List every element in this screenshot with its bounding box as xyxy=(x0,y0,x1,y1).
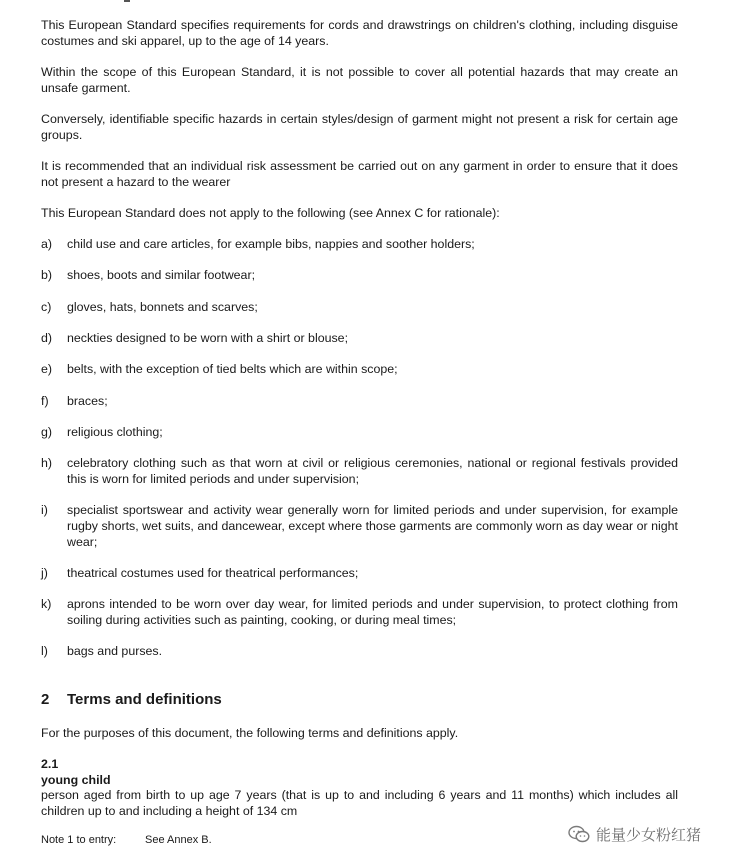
list-item-label: j) xyxy=(41,566,48,580)
list-item-label: c) xyxy=(41,300,52,314)
scope-paragraph-4: It is recommended that an individual risk assessment be carried out on any garment in order to ensure that it does not present a hazard to the wearer xyxy=(41,159,678,189)
list-item-text: shoes, boots and similar footwear; xyxy=(67,268,256,282)
list-item-label: b) xyxy=(41,268,53,282)
list-item-label: l) xyxy=(41,644,48,658)
list-item-text: gloves, hats, bonnets and scarves; xyxy=(67,300,258,314)
list-item-text: theatrical costumes used for theatrical performances; xyxy=(67,566,359,580)
term-definition: person aged from birth to up age 7 years (that is up to and including 6 years and 11 months) which includes all children up to and including a height of 134 cm xyxy=(41,788,678,818)
section-title: Terms and definitions xyxy=(67,691,222,708)
list-item-label: g) xyxy=(41,425,53,439)
term-name: young child xyxy=(41,773,111,787)
term-number: 2.1 xyxy=(41,757,59,771)
wechat-icon xyxy=(568,825,590,844)
list-item-label: i) xyxy=(41,503,48,517)
scope-paragraph-1: This European Standard specifies requirements for cords and drawstrings on children's clothing, including disguise costumes and ski apparel, up to the age of 14 years. xyxy=(41,18,678,48)
list-item-label: h) xyxy=(41,456,53,470)
list-item-text: child use and care articles, for example bibs, nappies and soother holders; xyxy=(67,237,475,251)
list-item-label: f) xyxy=(41,394,49,408)
list-item-text: celebratory clothing such as that worn at civil or religious ceremonies, national or regional festivals provided this is worn for limited periods and under supervision; xyxy=(67,456,678,486)
list-item-label: d) xyxy=(41,331,53,345)
list-item-text: belts, with the exception of tied belts which are within scope; xyxy=(67,362,398,376)
page-edge-mark xyxy=(124,0,130,2)
list-item-label: a) xyxy=(41,237,53,251)
watermark-text: 能量少女粉红猪 xyxy=(596,825,702,844)
note-label: Note 1 to entry: xyxy=(41,834,117,846)
scope-paragraph-5: This European Standard does not apply to the following (see Annex C for rationale): xyxy=(41,206,500,220)
section-number: 2 xyxy=(41,691,50,708)
list-item-label: k) xyxy=(41,597,52,611)
section-intro: For the purposes of this document, the following terms and definitions apply. xyxy=(41,726,459,740)
watermark xyxy=(568,821,738,847)
list-item-text: aprons intended to be worn over day wear, for limited periods and under supervision, to protect clothing from soiling during activities such as painting, cooking, or during meal times; xyxy=(67,597,678,627)
list-item-text: braces; xyxy=(67,394,108,408)
scope-paragraph-2: Within the scope of this European Standard, it is not possible to cover all potential hazards that may create an unsafe garment. xyxy=(41,65,678,95)
note-text: See Annex B. xyxy=(145,834,212,846)
list-item-text: religious clothing; xyxy=(67,425,163,439)
list-item-text: bags and purses. xyxy=(67,644,163,658)
list-item-text: specialist sportswear and activity wear generally worn for limited periods and under supervision, for example rugby shorts, wet suits, and dancewear, except where those garments are commonly worn as day wear or night wear; xyxy=(67,503,678,549)
scope-paragraph-3: Conversely, identifiable specific hazards in certain styles/design of garment might not present a risk for certain age groups. xyxy=(41,112,678,142)
list-item-text: neckties designed to be worn with a shirt or blouse; xyxy=(67,331,349,345)
list-item-label: e) xyxy=(41,362,53,376)
